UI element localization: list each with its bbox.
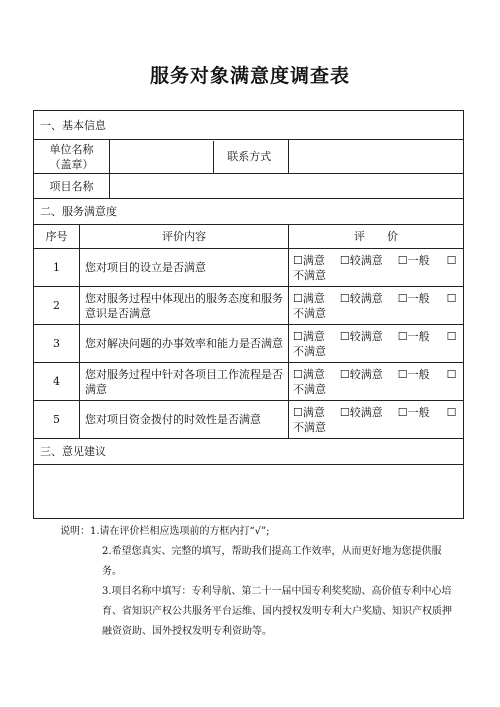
option-satisfied[interactable]: ☐满意: [293, 291, 325, 305]
question-text: 您对服务过程中针对各项目工作流程是否满意: [80, 363, 289, 401]
option-dissatisfied-box[interactable]: ☐: [446, 367, 457, 381]
option-satisfied[interactable]: ☐满意: [293, 329, 325, 343]
table-row: [34, 363, 464, 401]
option-dissatisfied-text: 不满意: [293, 306, 326, 320]
option-average[interactable]: ☐一般: [397, 367, 430, 381]
project-name-label: 项目名称: [34, 174, 110, 199]
option-fairly-satisfied[interactable]: ☐较满意: [339, 253, 383, 267]
unit-name-label: [34, 140, 110, 174]
option-satisfied[interactable]: ☐满意: [293, 253, 325, 267]
option-average[interactable]: ☐一般: [397, 405, 430, 419]
option-satisfied[interactable]: ☐满意: [293, 405, 325, 419]
header-rating: 评 价: [289, 225, 464, 249]
question-number: 5: [34, 401, 80, 439]
unit-name-input[interactable]: [113, 141, 213, 173]
header-seq: 序号: [34, 225, 80, 249]
question-text: 您对解决问题的办事效率和能力是否满意: [80, 325, 289, 363]
note-prefix: 说明：: [60, 526, 90, 537]
option-dissatisfied-box[interactable]: ☐: [446, 405, 457, 419]
unit-name-field[interactable]: [110, 140, 289, 174]
section-basic-info: 一、基本信息: [34, 111, 464, 140]
note-item-3: 3.项目名称中填写：专利导航、第二十一届中国专利奖奖励、高价值专利中心培育、省知识产权公共服务平台运维、国内授权发明专利大户奖励、知识产权质押融资资助、国外授权发明专利资助等。: [102, 586, 452, 637]
suggestions-field[interactable]: [34, 465, 464, 519]
unit-name-label-text: 单位名称: [49, 142, 94, 156]
page-title: 服务对象满意度调查表: [149, 65, 350, 87]
rating-options: [289, 401, 464, 439]
option-fairly-satisfied[interactable]: ☐较满意: [339, 291, 383, 305]
option-average[interactable]: ☐一般: [397, 291, 430, 305]
question-text: 您对项目的设立是否满意: [80, 249, 289, 287]
rating-options: [289, 287, 464, 325]
question-number: 1: [34, 249, 80, 287]
header-content: 评价内容: [80, 225, 289, 249]
option-fairly-satisfied[interactable]: ☐较满意: [339, 329, 383, 343]
contact-label: 联系方式: [227, 150, 272, 163]
rating-options: [289, 325, 464, 363]
notes: [60, 522, 460, 642]
option-dissatisfied-box[interactable]: ☐: [446, 253, 457, 267]
option-dissatisfied-text: 不满意: [293, 268, 326, 282]
option-dissatisfied-box[interactable]: ☐: [446, 291, 457, 305]
question-number: 3: [34, 325, 80, 363]
option-dissatisfied-text: 不满意: [293, 420, 326, 434]
rating-options: [289, 363, 464, 401]
contact-field[interactable]: [289, 140, 464, 174]
option-average[interactable]: ☐一般: [397, 329, 430, 343]
option-fairly-satisfied[interactable]: ☐较满意: [339, 367, 383, 381]
question-number: 4: [34, 363, 80, 401]
table-row: [34, 325, 464, 363]
survey-table: [33, 110, 464, 519]
option-average[interactable]: ☐一般: [397, 253, 430, 267]
project-name-field[interactable]: [110, 174, 464, 199]
note-item-2: 2.希望您真实、完整的填写，帮助我们提高工作效率，从而更好地为您提供服务。: [102, 546, 442, 577]
question-text: 您对服务过程中体现出的服务态度和服务意识是否满意: [80, 287, 289, 325]
section-suggestions: 三、意见建议: [34, 439, 464, 465]
rating-options: [289, 249, 464, 287]
option-satisfied[interactable]: ☐满意: [293, 367, 325, 381]
table-row: [34, 401, 464, 439]
note-line-1: [60, 522, 460, 542]
table-row: [34, 287, 464, 325]
note-item-1: 1.请在评价栏相应选项前的方框内打“√”;: [90, 526, 270, 537]
option-dissatisfied-box[interactable]: ☐: [446, 329, 457, 343]
section-satisfaction: 二、服务满意度: [34, 199, 464, 225]
option-dissatisfied-text: 不满意: [293, 344, 326, 358]
question-text: 您对项目资金拨付的时效性是否满意: [80, 401, 289, 439]
question-number: 2: [34, 287, 80, 325]
unit-name-seal-note: （盖章）: [49, 157, 94, 171]
option-fairly-satisfied[interactable]: ☐较满意: [339, 405, 383, 419]
table-row: [34, 249, 464, 287]
option-dissatisfied-text: 不满意: [293, 382, 326, 396]
